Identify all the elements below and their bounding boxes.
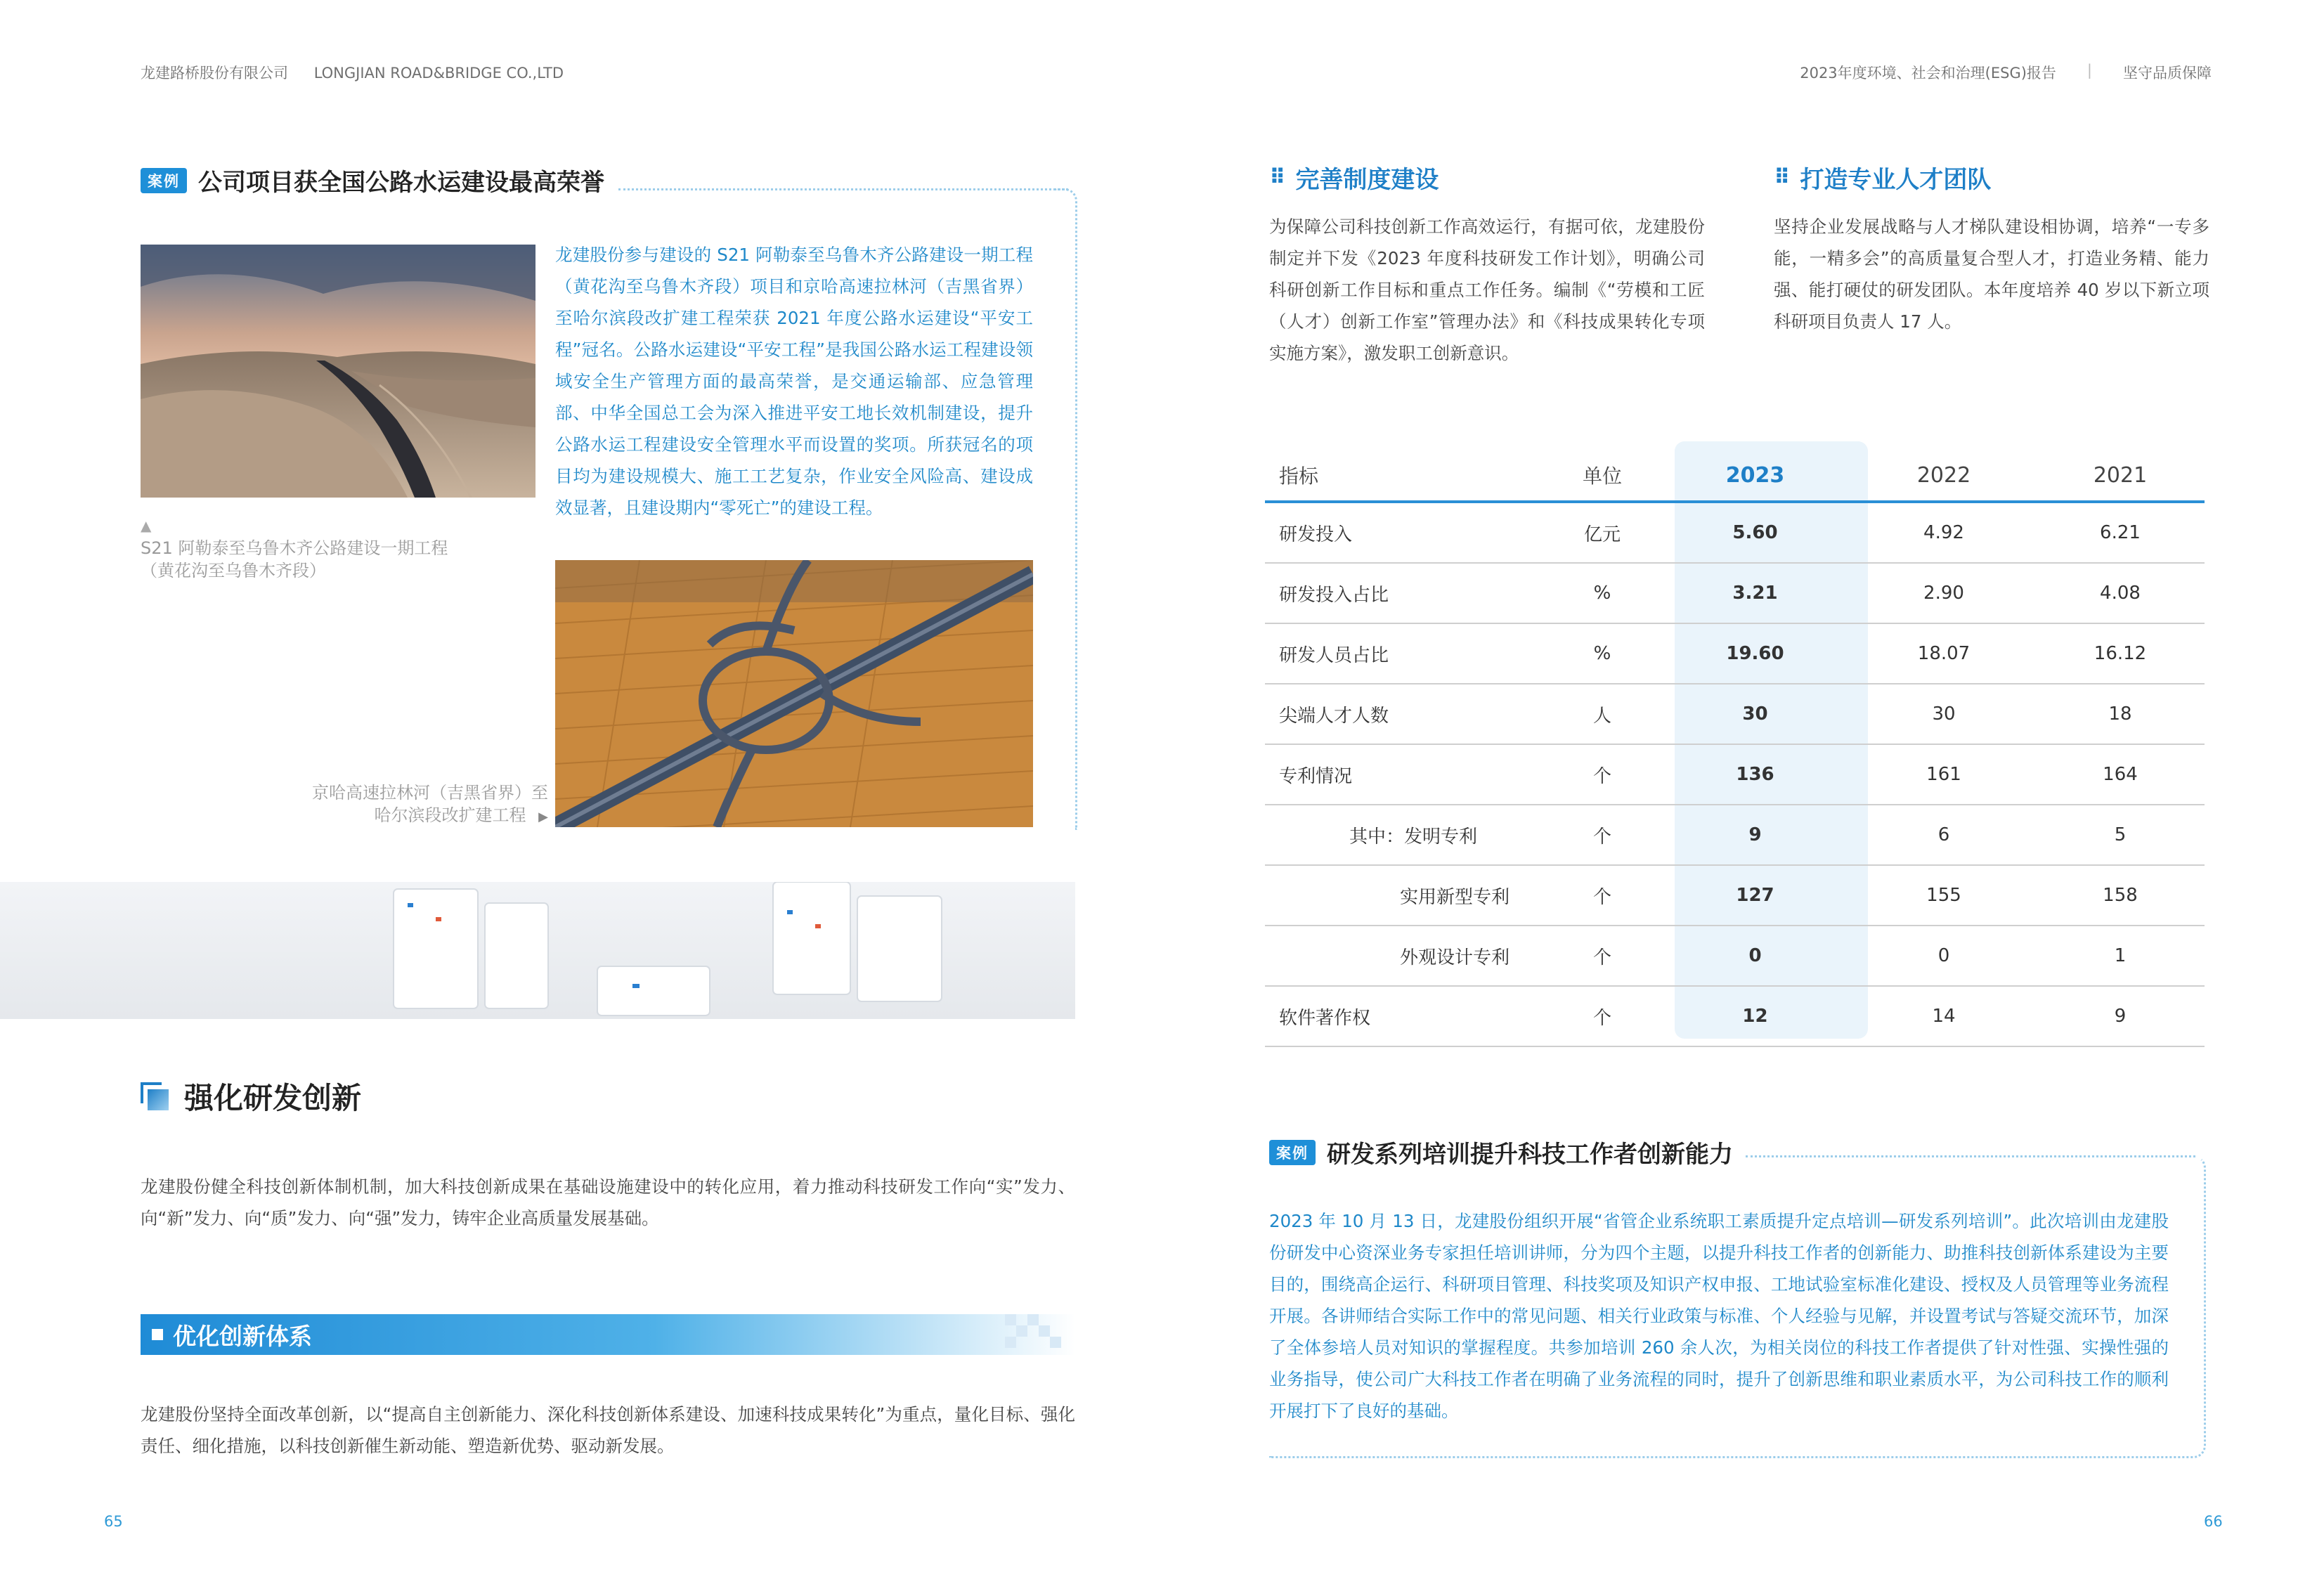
table-cell-indicator: 专利情况	[1279, 765, 1353, 787]
table-cell-2021: 18	[2108, 703, 2132, 725]
table-cell-unit: %	[1593, 643, 1611, 664]
header-report	[1800, 62, 2212, 83]
table-cell-2022: 18.07	[1917, 643, 1971, 664]
table-cell-2023: 3.21	[1732, 583, 1778, 604]
company-name-en: LONGJIAN ROAD&BRIDGE CO.,LTD	[313, 65, 564, 82]
block1-title: 完善制度建设	[1295, 166, 1439, 194]
decorative-banner	[0, 882, 1075, 1019]
company-name-cn: 龙建路桥股份有限公司	[141, 65, 288, 82]
case2-body: 2023 年 10 月 13 日，龙建股份组织开展“省管企业系统职工素质提升定点培训—研发系列培训”。此次培训由龙建股份研发中心资深业务专家担任培训讲师，分为四个主题，以提升科技工作者的创新能力、助推科技创新体系建设为主要目的，围绕高企运行、科研项目管理、科技奖项及知识产权申报、工地试验室标准化建设、授权及人员管理等业务流程开展。各讲师结合实际工作中的常见问题、相关行业政策与标准、个人经验与见解，并设置考试与答疑交流环节，加深了全体参培人员对知识的掌握程度。共参加培训 260 余人次，为相关岗位的科技工作者提供了针对性强、实操性强的业务指导，使公司广大科技工作者在明确了业务流程的同时，提升了创新思维和职业素质水平，为公司科技工作的顺利开展打下了良好的基础。	[1269, 1211, 2169, 1421]
case1-title-row	[141, 163, 604, 197]
table-cell-unit: 个	[1592, 826, 1611, 848]
table-cell-2021: 1	[2114, 945, 2127, 966]
case1-body: 龙建股份参与建设的 S21 阿勒泰至乌鲁木齐公路建设一期工程（黄花沟至乌鲁木齐段）项目和京哈高速拉林河（吉黑省界）至哈尔滨段改扩建工程荣获 2021 年度公路水运建设“平安工程”冠名。公路水运建设“平安工程”是我国公路水运工程建设领域安全生产管理方面的最高荣誉，是交通运输部、应急管理部、中华全国总工会为深入推进平安工地长效机制建设，提升公路水运工程建设安全管理水平而设置的奖项。所获冠名的项目均为建设规模大、施工工艺复杂，作业安全风险高、建设成效显著，且建设期内“零死亡”的建设工程。	[555, 245, 1033, 518]
table-cell-2023: 30	[1742, 703, 1768, 725]
section-name: 坚守品质保障	[2123, 65, 2212, 82]
caption2-line1: 京哈高速拉林河（吉黑省界）至	[312, 783, 548, 803]
table-cell-unit: 人	[1592, 705, 1611, 727]
table-row	[1265, 866, 2205, 926]
table-cell-2021: 158	[2103, 885, 2138, 906]
table-cell-unit: 亿元	[1583, 524, 1621, 545]
table-header-2022: 2022	[1916, 462, 1971, 488]
grid-icon: ⠿	[1269, 165, 1286, 190]
table-row	[1265, 926, 2205, 987]
table-cell-unit: 个	[1592, 947, 1611, 968]
table-cell-2022: 161	[1926, 764, 1961, 785]
photo-interchange	[555, 560, 1033, 827]
block1-body: 为保障公司科技创新工作高效运行，有据可依，龙建股份制定并下发《2023 年度科技研发工作计划》，明确公司科研创新工作目标和重点工作任务。编制《“劳模和工匠（人才）创新工作室”管理办法》和《科技成果转化专项实施方案》，激发职工创新意识。	[1269, 216, 1705, 363]
caption-photo2	[267, 781, 548, 829]
table-cell-indicator: 研发投入占比	[1279, 584, 1389, 606]
subtitle-bar	[141, 1314, 1075, 1355]
caption1-line1: S21 阿勒泰至乌鲁木齐公路建设一期工程	[141, 538, 448, 558]
table-cell-2023: 5.60	[1732, 522, 1778, 543]
table-cell-indicator: 研发人员占比	[1279, 644, 1389, 666]
table-cell-2022: 155	[1926, 885, 1961, 906]
grid-icon: ⠿	[1774, 165, 1791, 190]
caption-photo1	[141, 514, 534, 582]
table-row	[1265, 805, 2205, 866]
table-cell-2023: 127	[1736, 885, 1774, 906]
table-cell-unit: 个	[1592, 1007, 1611, 1029]
section-title-row	[141, 1075, 361, 1117]
table-row	[1265, 987, 2205, 1047]
table-cell-2022: 6	[1937, 824, 1950, 845]
table-header-2021: 2021	[2093, 462, 2148, 488]
table-cell-2023: 136	[1736, 764, 1774, 785]
page-number-left: 65	[104, 1513, 123, 1530]
table-row	[1265, 564, 2205, 624]
table-row	[1265, 503, 2205, 564]
table-cell-2022: 30	[1932, 703, 1956, 725]
subtitle-text: 优化创新体系	[173, 1322, 312, 1350]
table-row	[1265, 624, 2205, 684]
table-cell-2023: 12	[1742, 1006, 1768, 1027]
case1-dotline	[618, 188, 1068, 190]
caption2-arrow: ▶	[538, 810, 548, 824]
table-cell-2021: 5	[2114, 824, 2127, 845]
table-cell-2021: 164	[2103, 764, 2138, 785]
subtitle-marker	[152, 1329, 163, 1340]
photo-desert-highway	[141, 245, 535, 498]
table-cell-2021: 9	[2114, 1006, 2127, 1027]
block2-title-row	[1774, 160, 1991, 195]
section-title: 强化研发创新	[184, 1081, 362, 1115]
caption1-arrow: ▲	[141, 517, 152, 534]
header-company	[141, 62, 564, 83]
rd-data-table	[1265, 450, 2205, 1047]
table-cell-2021: 6.21	[2100, 522, 2141, 543]
table-cell-indicator: 尖端人才人数	[1279, 705, 1389, 727]
caption2-line2: 哈尔滨段改扩建工程	[374, 805, 526, 825]
case1-badge: 案例	[141, 168, 187, 193]
block2-body: 坚持企业发展战略与人才梯队建设相协调，培养“一专多能，一精多会”的高质量复合型人才，打造业务精、能力强、能打硬仗的研发团队。本年度培养 40 岁以下新立项科研项目负责人 17 人。	[1774, 216, 2209, 332]
table-cell-2023: 0	[1748, 945, 1762, 966]
caption1-line2: （黄花沟至乌鲁木齐段）	[141, 561, 326, 580]
block1-title-row	[1269, 160, 1439, 195]
section-icon	[141, 1082, 169, 1110]
case2-badge: 案例	[1269, 1140, 1316, 1165]
table-cell-unit: %	[1593, 583, 1611, 604]
block2-title: 打造专业人才团队	[1800, 166, 1992, 194]
report-title: 2023年度环境、社会和治理(ESG)报告	[1800, 65, 2056, 82]
subtitle-bar-checker	[998, 1314, 1075, 1355]
table-cell-indicator: 其中：发明专利	[1349, 826, 1478, 848]
table-cell-2022: 0	[1937, 945, 1950, 966]
page-number-right: 66	[2204, 1513, 2223, 1530]
section-intro: 龙建股份健全科技创新体制机制，加大科技创新成果在基础设施建设中的转化应用，着力推动科技研发工作向“实”发力、向“新”发力、向“质”发力、向“强”发力，铸牢企业高质量发展基础。	[141, 1176, 1075, 1228]
table-cell-2023: 9	[1748, 824, 1762, 845]
table-cell-indicator: 研发投入	[1279, 524, 1353, 545]
table-cell-indicator: 外观设计专利	[1400, 947, 1510, 968]
table-cell-indicator: 实用新型专利	[1400, 886, 1510, 908]
table-cell-2023: 19.60	[1726, 643, 1784, 664]
table-cell-2022: 4.92	[1923, 522, 1964, 543]
table-cell-unit: 个	[1592, 765, 1611, 787]
case1-title: 公司项目获全国公路水运建设最高荣誉	[198, 169, 604, 197]
table-header-2023: 2023	[1725, 462, 1785, 488]
table-cell-2022: 14	[1932, 1006, 1956, 1027]
table-cell-2021: 16.12	[2093, 643, 2147, 664]
table-row	[1265, 684, 2205, 745]
table-cell-2022: 2.90	[1923, 583, 1964, 604]
header-separator: |	[2086, 62, 2092, 79]
subtitle-body: 龙建股份坚持全面改革创新，以“提高自主创新能力、深化科技创新体系建设、加速科技成果转化”为重点，量化目标、强化责任、细化措施，以科技创新催生新动能、塑造新优势、驱动新发展。	[141, 1404, 1075, 1456]
table-header-unit: 单位	[1582, 465, 1622, 488]
table-cell-unit: 个	[1592, 886, 1611, 908]
table-row	[1265, 745, 2205, 805]
table-cell-2021: 4.08	[2100, 583, 2141, 604]
case1-dotline-right	[1054, 188, 1077, 830]
case2-title: 研发系列培训提升科技工作者创新能力	[1327, 1141, 1733, 1169]
table-header-indicator: 指标	[1279, 465, 1319, 488]
table-cell-indicator: 软件著作权	[1279, 1007, 1371, 1029]
table-body	[1265, 503, 2205, 1047]
table-header-row	[1265, 450, 2205, 503]
